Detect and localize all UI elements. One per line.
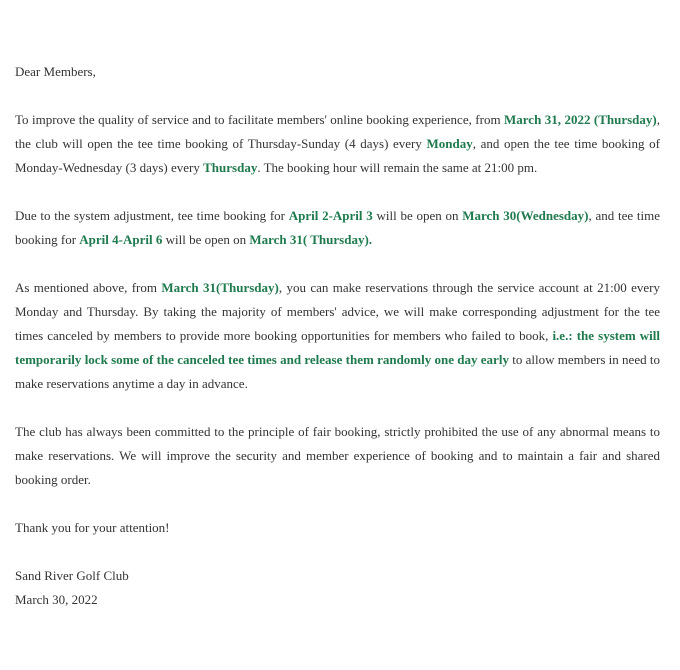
body-text: . The booking hour will remain the same at 21:00 pm. — [257, 160, 538, 175]
body-text: , you can make reservations through the service account at 21:00 every Monday and Thursday. By taking the majority of members' advice, we will make corresponding adjustment for the tee times canceled by members to provide more booking opportunities for members who failed to book, — [15, 280, 660, 343]
body-text: The club has always been committed to the principle of fair booking, strictly prohibited the use of any abnormal means to make reservations. We will improve the security and member experience of booking and to maintain a fair and shared booking order. — [15, 424, 660, 487]
signature-name: Sand River Golf Club — [15, 568, 129, 583]
paragraph-reservation-policy — [15, 276, 660, 396]
highlighted-text: Thursday — [203, 160, 258, 175]
body-text: To improve the quality of service and to facilitate members' online booking experience, from — [15, 112, 504, 127]
body-text: As mentioned above, from — [15, 280, 162, 295]
highlighted-text: March 31( Thursday). — [249, 232, 373, 247]
notice-letter — [15, 60, 660, 612]
signature-date: March 30, 2022 — [15, 592, 98, 607]
closing-line: Thank you for your attention! — [15, 520, 170, 535]
paragraph-fair-booking — [15, 420, 660, 492]
body-text: will be open on — [372, 208, 463, 223]
highlighted-text: i.e.: the system will temporarily lock some of the canceled tee times and release them randomly one day early — [15, 328, 660, 367]
body-text: to allow members in need to make reservations anytime a day in advance. — [15, 352, 660, 391]
greeting: Dear Members, — [15, 64, 96, 79]
body-text: , and open the tee time booking of Monday-Wednesday (3 days) every — [15, 136, 660, 175]
body-text: , and tee time booking for — [15, 208, 660, 247]
body-text: Due to the system adjustment, tee time booking for — [15, 208, 289, 223]
body-text: will be open on — [162, 232, 250, 247]
paragraph-system-adjustment — [15, 204, 660, 252]
highlighted-text: March 30(Wednesday) — [462, 208, 589, 223]
body-text: , the club will open the tee time booking of Thursday-Sunday (4 days) every — [15, 112, 660, 151]
highlighted-text: March 31, 2022 (Thursday) — [504, 112, 657, 127]
highlighted-text: March 31(Thursday) — [161, 280, 279, 295]
highlighted-text: Monday — [426, 136, 473, 151]
highlighted-text: April 2-April 3 — [288, 208, 373, 223]
highlighted-text: April 4-April 6 — [79, 232, 163, 247]
paragraph-booking-schedule — [15, 108, 660, 180]
